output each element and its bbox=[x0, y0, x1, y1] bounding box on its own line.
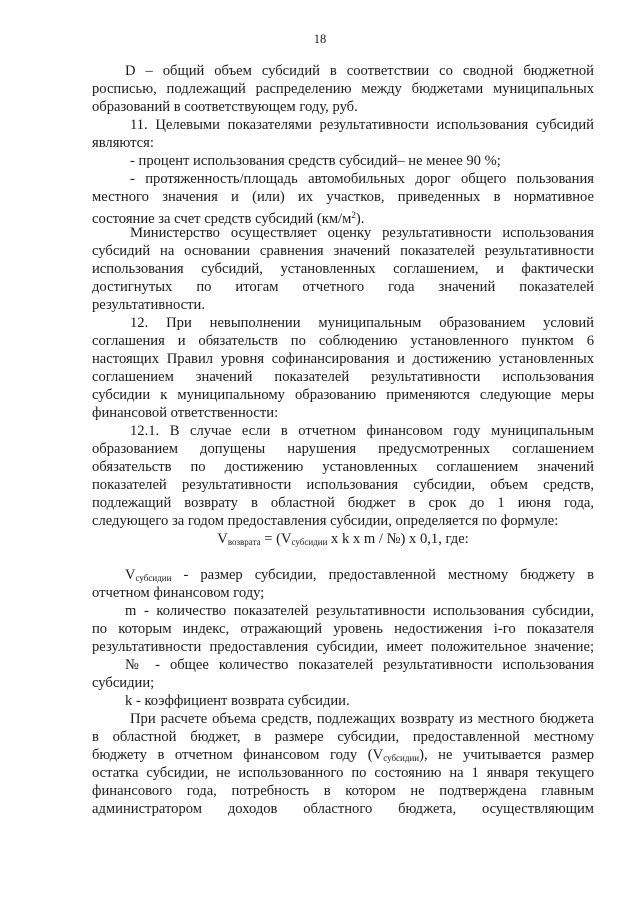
text-line: финансовой ответственности: bbox=[92, 405, 279, 421]
text-line: При расчете объема средств, подлежащих возврату из местного бюджета bbox=[130, 711, 594, 727]
text-line: администратором доходов областного бюджета, осуществляющим bbox=[92, 801, 594, 817]
text-line: субсидии; bbox=[92, 675, 155, 691]
text-line: 12. При невыполнении муниципальным образованием условий bbox=[130, 315, 594, 331]
text-line: росписью, подлежащий распределению между бюджетами муниципальных bbox=[92, 81, 594, 97]
text-line: следующего за годом предоставления субсидии, определяется по формуле: bbox=[92, 513, 559, 529]
text-line: соглашения и обязательств по соблюдению установленного пунктом 6 bbox=[92, 333, 594, 349]
text-line: образований в соответствующем году, руб. bbox=[92, 99, 358, 115]
text-line: - протяженность/площадь автомобильных дорог общего пользования bbox=[130, 171, 594, 187]
text-line: результативности предоставления субсидии, имеет положительное значение; bbox=[92, 639, 594, 655]
text-line: использования субсидий, установленных соглашением, и фактически bbox=[92, 261, 594, 277]
text-line: результативности. bbox=[92, 297, 205, 313]
text-line: достигнутых по итогам отчетного года значений показателей bbox=[92, 279, 594, 295]
text-line: остатка субсидии, не использованного по состоянию на 1 января текущего bbox=[92, 765, 594, 781]
text-line: D – общий объем субсидий в соответствии со сводной бюджетной bbox=[125, 63, 594, 79]
text-line: k - коэффициент возврата субсидии. bbox=[125, 693, 350, 709]
text-line: субсидий на основании сравнения значений показателей результативности bbox=[92, 243, 594, 259]
superscript: 2 bbox=[351, 210, 356, 220]
text-line: местного значения и (или) их участков, приведенных в нормативное bbox=[92, 189, 594, 205]
text-line: m - количество показателей результативности использования субсидии, bbox=[125, 603, 594, 619]
text-line: финансового года, потребность в котором не подтверждена главным bbox=[92, 783, 594, 799]
text-line: - процент использования средств субсидий– не менее 90 %; bbox=[130, 153, 501, 169]
text-line: 11. Целевыми показателями результативности использования субсидий bbox=[130, 117, 594, 133]
text-line: бюджету в отчетном финансовом году $(V_{субсидии})$, не учитывается размер bbox=[92, 747, 594, 763]
text-line: настоящих Правил уровня софинансирования и достижению установленных bbox=[92, 351, 594, 367]
text-line: субсидии к муниципальному образованию применяются следующие меры bbox=[92, 387, 594, 403]
page-number: 18 bbox=[313, 32, 327, 46]
text-line: подлежащий возврату в областной бюджет в срок до 1 июня года, bbox=[92, 495, 594, 511]
text-line: являются: bbox=[92, 135, 154, 151]
text-line: № - общее количество показателей результативности использования bbox=[125, 657, 594, 673]
text-line: соглашением значений показателей результативности использования bbox=[92, 369, 594, 385]
text-line: образованием допущены нарушения предусмотренных соглашением bbox=[92, 441, 594, 457]
text-line: показателей результативности использования субсидии, объем средств, bbox=[92, 477, 594, 493]
text-line: обязательств по достижению установленных соглашением значений bbox=[92, 459, 594, 475]
text-line: 12.1. В случае если в отчетном финансовом году муниципальным bbox=[130, 423, 594, 439]
text-line: Министерство осуществляет оценку результативности использования bbox=[130, 225, 594, 241]
text-line: $V_{субсидии}$ - размер субсидии, предоставленной местному бюджету в bbox=[125, 567, 594, 583]
text-line: состояние за счет средств субсидий $(км/м^2)$. bbox=[92, 210, 365, 227]
text-line: отчетном финансовом году; bbox=[92, 585, 265, 601]
text-line: в областной бюджет, в размере субсидии, предоставленной местному bbox=[92, 729, 594, 745]
formula: $V_{возврата} = (V_{субсидии}$ x k x m / №) x 0,1, где: bbox=[217, 531, 469, 547]
text-line: по которым индекс, отражающий уровень недостижения i-го показателя bbox=[92, 621, 594, 637]
